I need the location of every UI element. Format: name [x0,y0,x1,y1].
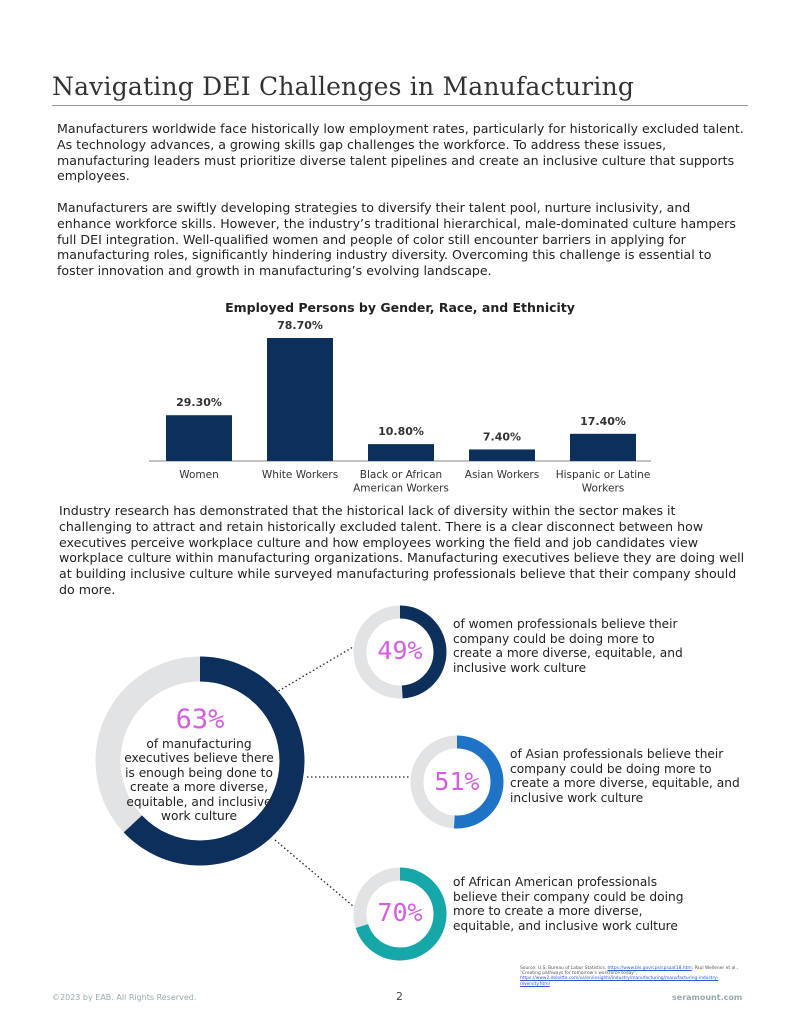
bar-0 [166,415,232,461]
women-percent: 49% [377,636,423,665]
bar-2 [368,444,434,461]
african-american-text: of African American professionals believe their company could be doing more to create a more diverse, equitable, and inclusive work culture [453,875,684,933]
page-title: Navigating DEI Challenges in Manufacturing [52,72,635,101]
intro-paragraph-2: Manufacturers are swiftly developing strategies to diversify their talent pool, nurture inclusivity, and enhance workforce skills. However, the industry’s traditional hierarchical, male-dominated culture hampers full DEI integration. Well-qualified women and people of color still encounter barriers in applying for manufacturing roles, significantly hindering industry diversity. Overcoming this challenge is essential to foster innovation and growth in manufacturing’s evolving landscape. [57,200,736,279]
research-paragraph: Industry research has demonstrated that the historical lack of diversity within the sector makes it challenging to attract and retain historically excluded talent. There is a clear disconnect between how executives perceive workplace culture and how employees working the field and job candidates view workplace culture within manufacturing organizations. Manufacturing executives believe they are doing well at building inclusive culture while surveyed manufacturing professionals believe that their company should do more. [59,503,745,597]
source-link-deloitte[interactable]: https://www2.deloitte.com/us/en/insights/industry/manufacturing/manufacturing-industry-diversity.html [520,976,719,987]
footer-copyright: ©2023 by EAB. All Rights Reserved. [52,993,197,1002]
bar-value-label-2: 10.80% [378,425,424,439]
bar-3 [469,449,535,461]
source-prefix: Source: U.S. Bureau of Labor Statistics, [520,966,607,971]
category-label-4: Hispanic or Latine Workers [555,469,651,495]
source-link-bls[interactable]: https://www.bls.gov/cps/cpsaat18.htm [607,966,692,971]
category-label-2: Black or African American Workers [353,469,449,495]
category-label-3: Asian Workers [464,469,540,481]
bar-value-label-0: 29.30% [176,396,222,410]
bar-1 [267,338,333,461]
employment-bar-chart [0,0,800,500]
chart-title: Employed Persons by Gender, Race, and Ethnicity [225,300,575,315]
page-number: 2 [396,990,403,1003]
executives-percent: 63% [175,704,225,735]
source-mid: ; Paul Wellener et al., “Creating pathways for tomorrow’s workforce today”, [520,966,739,977]
executives-text: of manufacturing executives believe there is enough being done to create a more diverse, equitable, and inclusive work culture [124,737,274,824]
category-label-1: White Workers [261,469,339,481]
source-note [520,966,748,987]
bar-4 [570,434,636,461]
intro-paragraph-1: Manufacturers worldwide face historically low employment rates, particularly for historically excluded talent. As technology advances, a growing skills gap challenges the workforce. To address these issues, manufacturing leaders must prioritize diverse talent pipelines and create an inclusive culture that supports employees. [57,121,744,184]
asian-text: of Asian professionals believe their company could be doing more to create a more diverse, equitable, and inclusive work culture [510,747,740,805]
bar-value-label-4: 17.40% [580,414,626,428]
african-american-percent: 70% [377,898,423,927]
footer-site[interactable]: seramount.com [672,993,743,1002]
bar-value-label-1: 78.70% [277,319,323,332]
category-label-0: Women [179,469,219,481]
bar-value-label-3: 7.40% [482,430,522,444]
women-text: of women professionals believe their company could be doing more to create a more diverse, equitable, and inclusive work culture [453,617,683,675]
asian-percent: 51% [434,767,480,796]
